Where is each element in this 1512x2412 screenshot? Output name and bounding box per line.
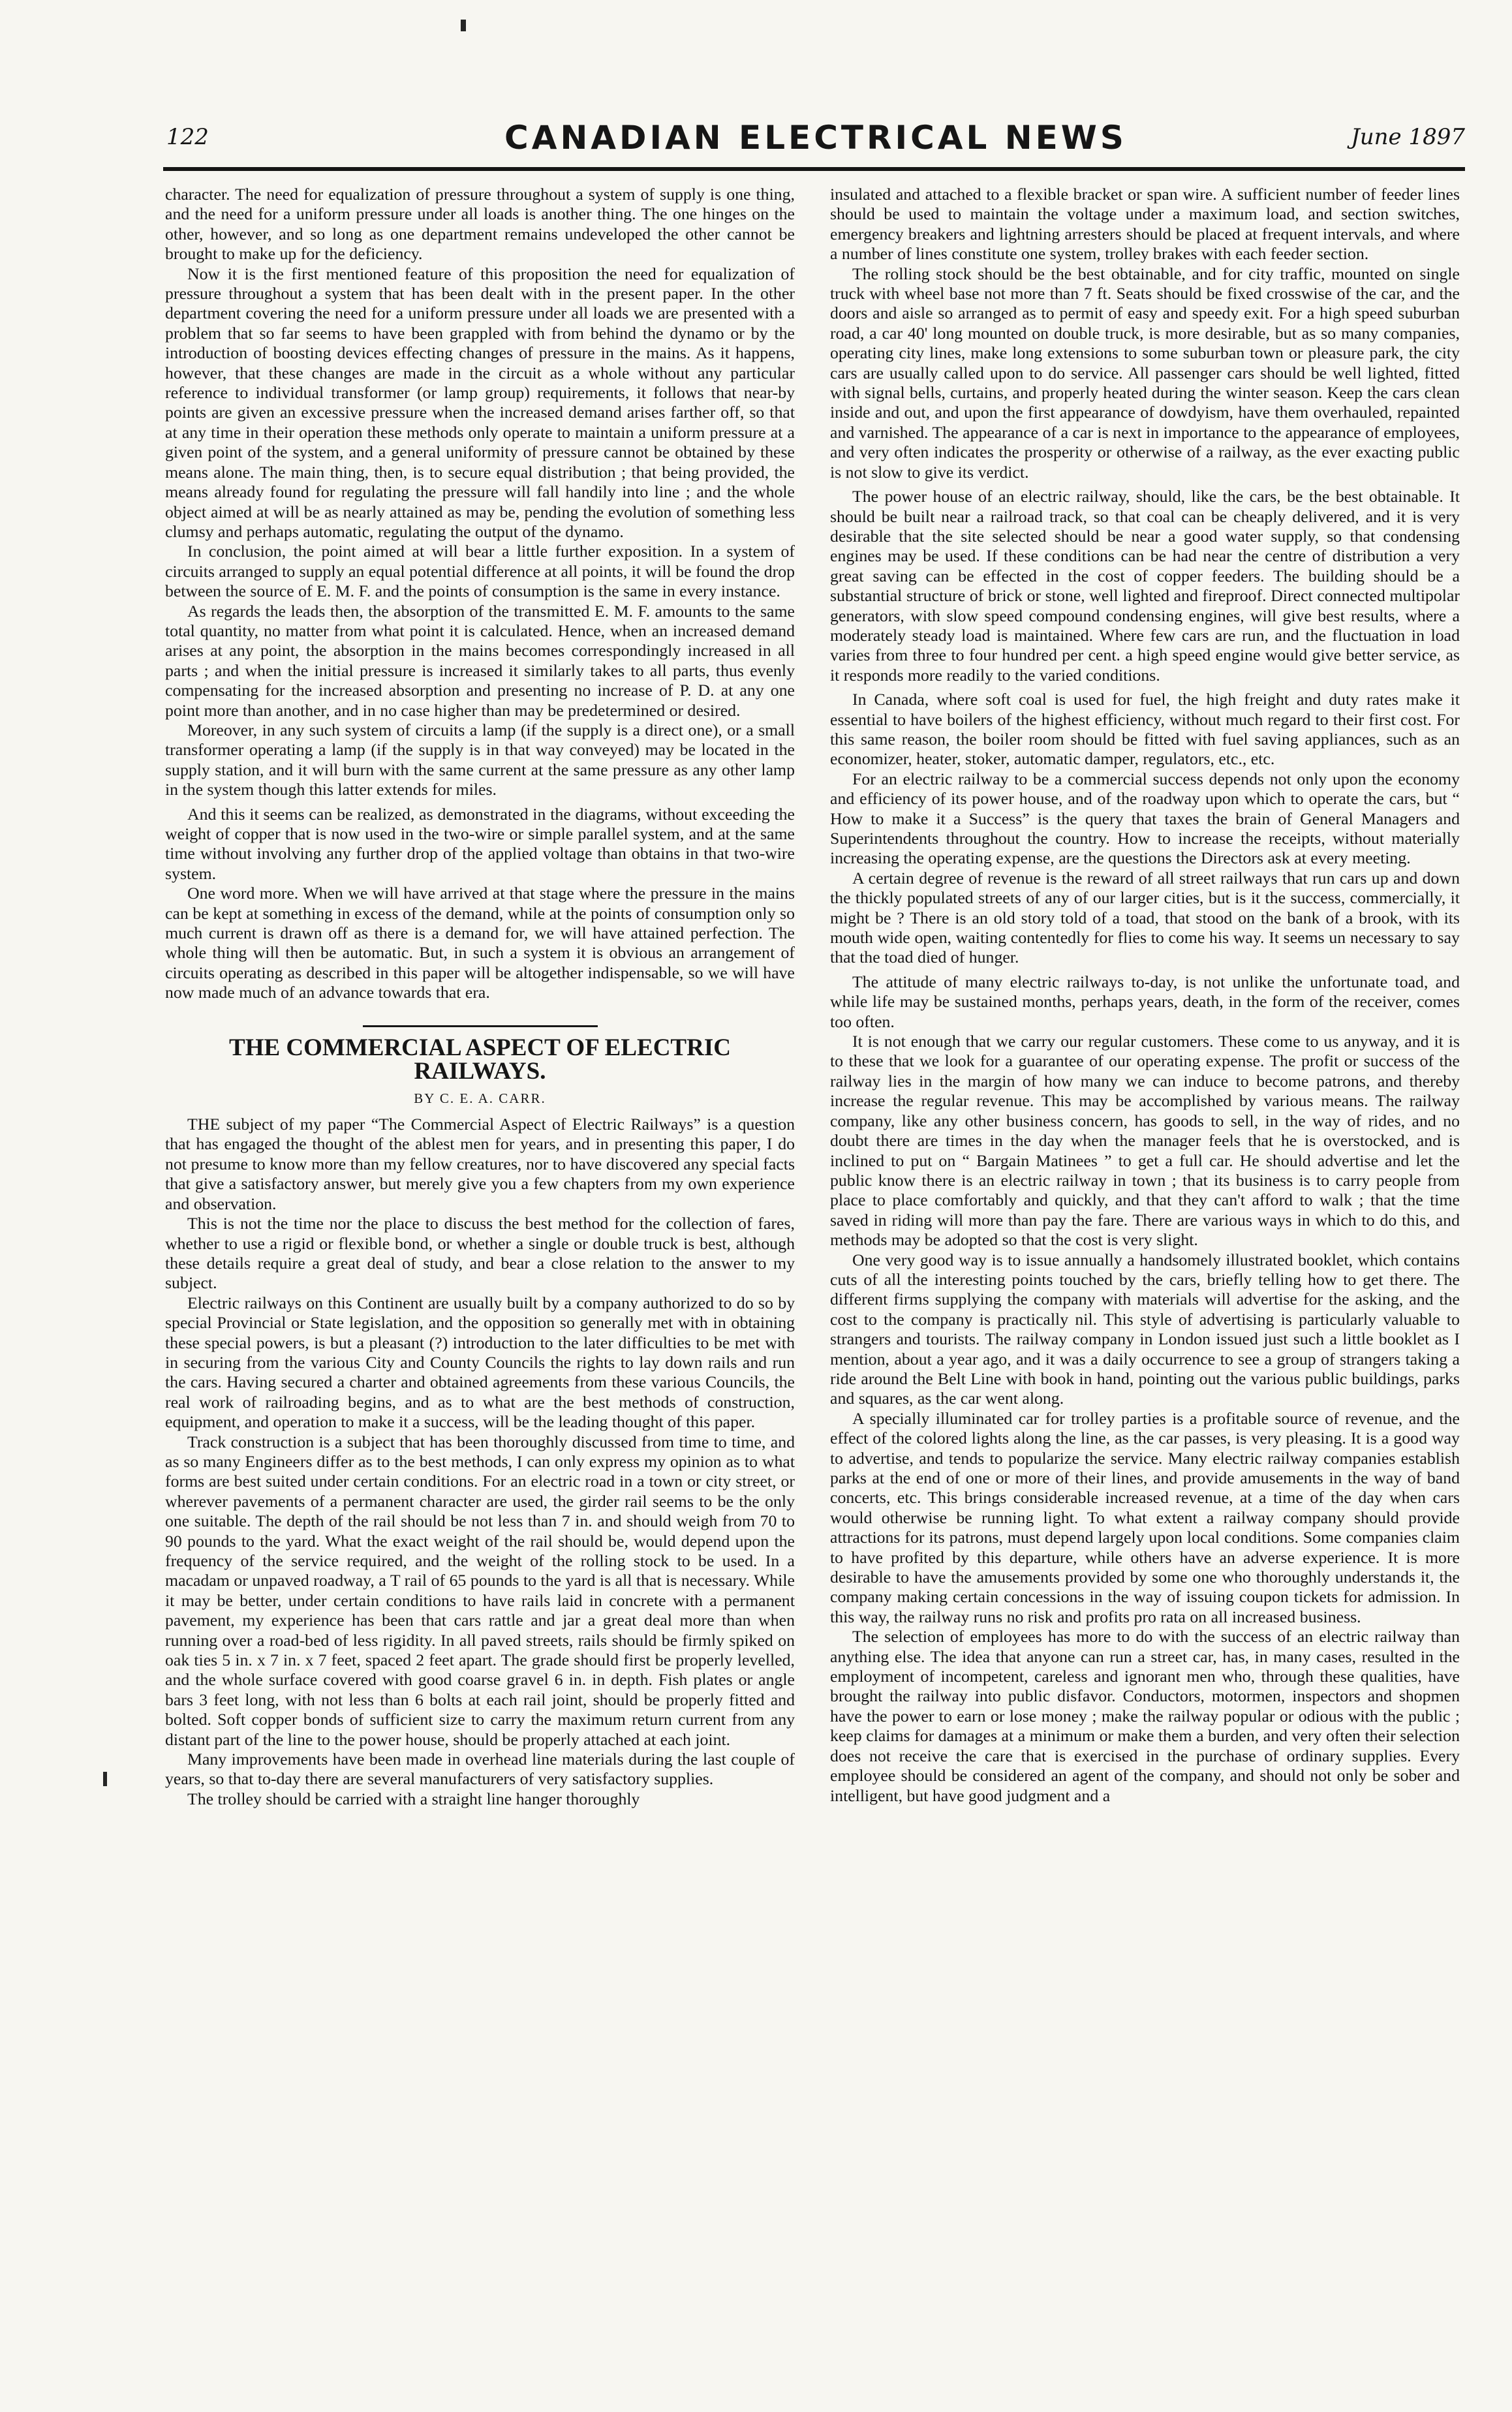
paragraph: The trolley should be carried with a straight line hanger thoroughly xyxy=(187,1789,640,1808)
paragraph: The rolling stock should be the best obtainable, and for city traffic, mounted on single truck with wheel base not more than 7 ft. Seats should be fixed crosswise of the car, and the doors and aisle so arranged as to permit of easy and speedy exit. For a high speed suburban road, a car 40' long mounted on double truck, is more desirable, but as so many companies, operating city lines, make long extensions to some suburban town or pleasure park, the city cars are usually called upon to do service. All passenger cars should be well lighted, fitted with signal bells, curtains, and properly heated during the winter season. Keep the cars clean inside and out, and upon the first appearance of dowdyism, have them overhauled, repainted and varnished. The appearance of a car is next in importance to the appearance of employees, and very often indicates the prosperity or otherwise of a railway, as the ever exacting public is not slow to give its verdict. xyxy=(830,264,1460,482)
right-column xyxy=(830,185,1460,1806)
paragraph: It is not enough that we carry our regular customers. These come to us anyway, and it is to these that we look for a guarantee of our operating expense. The profit or success of the railway lies in the margin of how many we can induce to become patrons, and thereby increase the regular revenue. This may be accomplished by various means. The railway company, like any other business concern, has goods to sell, in the way of rides, and no doubt there are times in the day when the manager feels that he is overstocked, and is inclined to put on “ Bargain Matinees ” to get a full car. He should advertise and let the public know there is an electric railway in town ; that its business is to carry people from place to place comfortably and quickly, and that they can't afford to walk ; that the time saved in riding will more than pay the fare. There are various ways in which to do this, and methods may be adopted so that the cost is very slight. xyxy=(830,1032,1460,1250)
page-number: 122 xyxy=(166,124,209,150)
paragraph: character. The need for equalization of pressure throughout a system of supply is one thing, and the need for a uniform pressure under all loads is another thing. The one hinges on the other, however, and so long as one department remains undeveloped the other cannot be brought to make up for the deficiency. xyxy=(165,185,795,264)
paragraph: This is not the time nor the place to discuss the best method for the collection of fares, whether to use a rigid or flexible bond, or whether a single or double truck is best, although these details require a great deal of study, and bear a close relation to the answer to my subject. xyxy=(165,1214,795,1293)
paragraph: insulated and attached to a flexible bracket or span wire. A sufficient number of feeder lines should be used to maintain the voltage under a maximum load, and section switches, emergency breakers and lightning arresters should be placed at frequent intervals, and where a number of lines constitute one system, trolley brakes with each feeder section. xyxy=(830,185,1460,264)
header-rule xyxy=(163,167,1465,171)
article-byline: BY C. E. A. CARR. xyxy=(414,1090,546,1106)
paragraph: Many improvements have been made in overhead line materials during the last couple of years, so that to-day there are several manufacturers of very satisfactory supplies. xyxy=(165,1750,795,1789)
page-header xyxy=(166,119,1465,163)
article-title: THE COMMERCIAL ASPECT OF ELECTRIC RAILWAYS. xyxy=(229,1034,731,1085)
issue-date: June 1897 xyxy=(1351,124,1465,150)
paragraph: In conclusion, the point aimed at will bear a little further exposition. In a system of circuits arranged to supply an equal potential difference at all points, it will be found the drop between the source of E. M. F. and the points of consumption is the same in every instance. xyxy=(165,542,795,601)
paragraph: In Canada, where soft coal is used for fuel, the high freight and duty rates make it essential to have boilers of the highest efficiency, without much regard to their first cost. For this same reason, the boiler room should be fitted with fuel saving appliances, such as an economizer, heater, stoker, automatic damper, regulators, etc., etc. xyxy=(830,690,1460,769)
paragraph: A certain degree of revenue is the reward of all street railways that run cars up and down the thickly populated streets of any of our larger cities, but is it the success, commercially, it might be ? There is an old story told of a toad, that stood on the bank of a brook, with its mouth wide open, waiting contentedly for flies to come his way. It seems un necessary to say that the toad died of hunger. xyxy=(830,868,1460,967)
print-speck xyxy=(103,1772,107,1786)
paragraph: One very good way is to issue annually a handsomely illustrated booklet, which contains cuts of all the interesting points touched by the cars, briefly telling how to get there. The different firms supplying the company with materials will advertise for the asking, and the cost to the company is practically nil. This style of advertising is particularly valuable to strangers and tourists. The railway company in London issued just such a little booklet as I mention, about a year ago, and it was a daily occurrence to see a group of strangers taking a ride around the Belt Line with book in hand, pointing out the various public buildings, parks and squares, as the car went along. xyxy=(830,1250,1460,1408)
paragraph: One word more. When we will have arrived at that stage where the pressure in the mains can be kept at something in excess of the demand, while at the points of consumption only so much current is drawn off as there is a demand for, we will have attained perfection. The whole thing will then be automatic. But, in such a system it is obvious an arrangement of circuits operating as described in this paper will be altogether indispensable, so we will have now made much of an advance towards that era. xyxy=(165,884,795,1002)
paragraph: Now it is the first mentioned feature of this proposition the need for equalization of pressure throughout a system that has been dealt with in the present paper. In the other department covering the need for a uniform pressure under all loads we are presented with a problem that so far seems to have been grappled with from behind the dynamo or by the introduction of boosting devices effecting changes of pressure in the mains. As it happens, however, that these changes are made in the circuit as a whole without any particular reference to individual transformer (or lamp group) requirements, it follows that near-by points are given an excessive pressure when the increased demand arises farther off, so that at any time in their operation these methods only operate to maintain a uniform pressure at a given point of the system, and a general uniformity of pressure cannot be obtained by these means alone. The main thing, then, is to secure equal distribution ; that being provided, the means already found for regulating the pressure will fall handily into line ; and the whole object aimed at will be as nearly attained as may be, pending the evolution of something less clumsy and perhaps automatic, regulating the output of the dynamo. xyxy=(165,264,795,541)
paragraph: Electric railways on this Continent are usually built by a company authorized to do so by special Provincial or State legislation, and the opposition so generally met with in obtaining these special powers, is but a pleasant (?) introduction to the later difficulties to be met with in securing from the various City and County Councils the rights to lay down rails and run the cars. Having secured a charter and obtained agreements from these various Councils, the real work of railroading begins, and as to what are the best methods of construction, equipment, and operation to make it a success, will be the leading thought of this paper. xyxy=(165,1293,795,1432)
paragraph: As regards the leads then, the absorption of the transmitted E. M. F. amounts to the same total quantity, no matter from what point it is calculated. Hence, when an increased demand arises at any point, the absorption in the mains becomes correspondingly increased in all parts ; and when the initial pressure is increased it similarly takes to all parts, thus evenly compensating for the increased absorption and presenting no increase of P. D. at any one point more than another, and in no case higher than may be predetermined or desired. xyxy=(165,601,795,720)
paragraph: THE subject of my paper “The Commercial Aspect of Electric Railways” is a question that has engaged the thought of the ablest men for years, and in presenting this paper, I do not presume to know more than my fellow creatures, nor to have discovered any special facts that give a satisfactory answer, but merely give you a few chapters from my own experience and observation. xyxy=(165,1115,795,1213)
section-divider xyxy=(363,1025,598,1027)
masthead: CANADIAN ELECTRICAL NEWS xyxy=(504,119,1127,157)
left-column xyxy=(165,185,795,1809)
print-speck xyxy=(461,20,466,31)
paragraph: A specially illuminated car for trolley parties is a profitable source of revenue, and the effect of the colored lights along the line, as the car passes, is very pleasing. It is a good way to advertise, and tends to popularize the service. Many electric railway companies establish parks at the end of one or more of their lines, and provide amusements in the way of band concerts, etc. This brings considerable increased revenue, at a time of the day when cars would otherwise be running light. To what extent a railway company should provide attractions for its patrons, must depend largely upon local conditions. Some companies claim to have profited by this departure, while others have an adverse experience. It is more desirable to have the amusements provided by some one who thoroughly understands it, the company making certain concessions in the way of issuing coupon tickets for admission. In this way, the railway runs no risk and profits pro rata on all increased business. xyxy=(830,1408,1460,1626)
paragraph: The selection of employees has more to do with the success of an electric railway than anything else. The idea that anyone can run a street car, has, in many cases, resulted in the employment of incompetent, careless and ignorant men who, through these qualities, have brought the railway into public disfavor. Conductors, motormen, inspectors and shopmen have the power to earn or lose money ; make the railway popular or odious with the public ; keep claims for damages at a minimum or make them a burden, and very often their selection does not receive the care that is exercised in the purchase of ordinary supplies. Every employee should be considered an agent of the company, and should not only be sober and intelligent, but have good judgment and a xyxy=(830,1627,1460,1805)
paragraph: Track construction is a subject that has been thoroughly discussed from time to time, and as so many Engineers differ as to the best methods, I can only express my opinion as to what forms are best suited under certain conditions. For an electric road in a town or city street, or wherever pavements of a permanent character are used, the girder rail seems to be the only one suitable. The depth of the rail should be not less than 7 in. and should weigh from 70 to 90 pounds to the yard. What the exact weight of the rail should be, would depend upon the frequency of the service required, and the weight of the rolling stock to be used. In a macadam or unpaved roadway, a T rail of 65 pounds to the yard is all that is necessary. While it may be better, under certain conditions to have rails laid in concrete with a permanent pavement, my experience has been that cars rattle and jar a great deal more than when running over a road-bed of less rigidity. In all paved streets, rails should be firmly spiked on oak ties 5 in. x 7 in. x 7 feet, spaced 2 feet apart. The grade should first be properly levelled, and the whole surface covered with good coarse gravel 6 in. in depth. Fish plates or angle bars 3 feet long, with not less than 6 bolts at each rail joint, should be properly fitted and bolted. Soft copper bonds of sufficient size to carry the maximum return current from any distant part of the line to the power house, should be properly attached at each joint. xyxy=(165,1432,795,1749)
paragraph: And this it seems can be realized, as demonstrated in the diagrams, without exceeding the weight of copper that is now used in the two-wire or simple parallel system, and at the same time without involving any further drop of the applied voltage than obtains in that two-wire system. xyxy=(165,804,795,883)
paragraph: The attitude of many electric railways to-day, is not unlike the unfortunate toad, and while life may be sustained months, perhaps years, death, in the form of the receiver, comes too often. xyxy=(830,972,1460,1031)
paragraph: The power house of an electric railway, should, like the cars, be the best obtainable. It should be built near a railroad track, so that coal can be cheaply delivered, and it is very desirable that the site selected should be near a good water supply, so that condensing engines may be used. If these conditions can be had near the centre of distribution a very great saving can be effected in the cost of copper feeders. The building should be a substantial structure of brick or stone, well lighted and fireproof. Direct connected multipolar generators, with slow speed compound condensing engines, will give best results, where a moderately steady load is maintained. Where few cars are run, and the fluctuation in load varies from three to four hundred per cent. a high speed engine would give better service, as it responds more readily to the varied conditions. xyxy=(830,487,1460,685)
paragraph: Moreover, in any such system of circuits a lamp (if the supply is a direct one), or a small transformer operating a lamp (if the supply is in that way conveyed) may be located in the supply station, and it will burn with the same current at the same pressure as any other lamp in the system though this latter extends for miles. xyxy=(165,720,795,799)
paragraph: For an electric railway to be a commercial success depends not only upon the economy and efficiency of its power house, and of the roadway upon which to operate the cars, but “ How to make it a Success” is the query that taxes the brain of General Managers and Superintendents throughout the country. How to increase the receipts, without materially increasing the operating expense, are the questions the Directors ask at every meeting. xyxy=(830,769,1460,868)
